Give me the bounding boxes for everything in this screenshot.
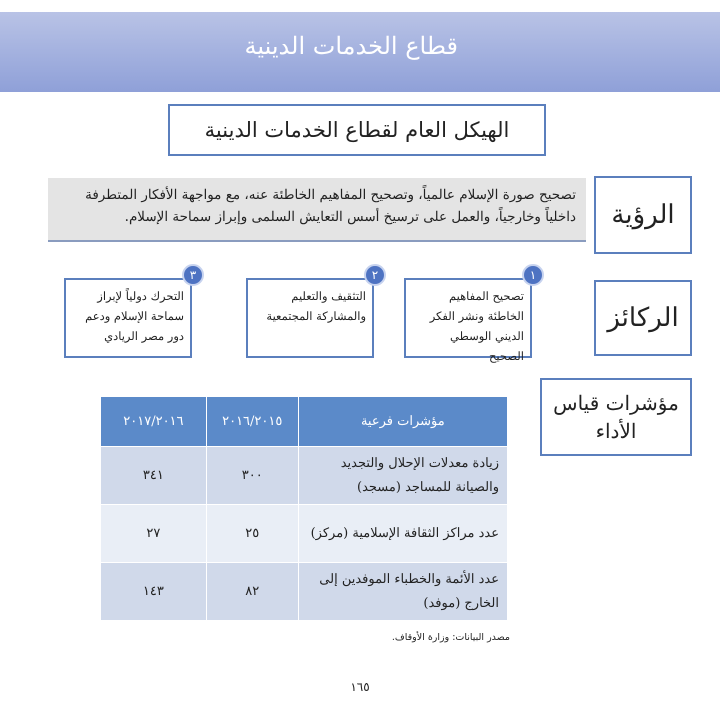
table-header-row (101, 397, 508, 447)
indicators-table (100, 396, 508, 621)
indicator-description: عدد الأئمة والخطباء الموفدين إلى الخارج (موفد) (298, 563, 507, 621)
pillar-text: التثقيف والتعليم والمشاركة المجتمعية (266, 289, 366, 323)
indicator-value-y2: ٣٤١ (101, 447, 207, 505)
indicators-label: مؤشرات قياس الأداء (540, 378, 692, 456)
pillar-text: تصحيح المفاهيم الخاطئة ونشر الفكر الديني الوسطي الصحيح (429, 289, 524, 363)
section-subtitle: الهيكل العام لقطاع الخدمات الدينية (168, 104, 546, 156)
pillar-number-badge: ٢ (364, 264, 386, 286)
pillar-card-1 (404, 268, 537, 363)
page-number: ١٦٥ (350, 680, 370, 694)
indicator-description: عدد مراكز الثقافة الإسلامية (مركز) (298, 505, 507, 563)
pillar-number-badge: ٣ (182, 264, 204, 286)
indicator-value-y2: ٢٧ (101, 505, 207, 563)
vision-text: تصحيح صورة الإسلام عالمياً، وتصحيح المفاهيم الخاطئة عنه، مع مواجهة الأفكار المتطرفة داخلياً وخارجياً، والعمل على ترسيخ أسس التعايش السلمى وإبراز سماحة الإسلام. (48, 178, 586, 242)
vision-label: الرؤية (594, 176, 692, 254)
header-year-2015-2016: ٢٠١٦/٢٠١٥ (206, 397, 298, 447)
indicator-description: زيادة معدلات الإحلال والتجديد والصيانة للمساجد (مسجد) (298, 447, 507, 505)
pillar-card-3 (64, 268, 197, 358)
table-row (101, 563, 508, 621)
indicator-value-y1: ٣٠٠ (206, 447, 298, 505)
indicator-value-y1: ٨٢ (206, 563, 298, 621)
pillars-label: الركائز (594, 280, 692, 356)
data-source-note: مصدر البيانات: وزارة الأوقاف. (391, 632, 510, 643)
header-sub-indicators: مؤشرات فرعية (298, 397, 507, 447)
pillar-number-badge: ١ (522, 264, 544, 286)
pillar-card-2 (246, 268, 379, 358)
indicator-value-y2: ١٤٣ (101, 563, 207, 621)
page-title: قطاع الخدمات الدينية (244, 32, 458, 60)
header-year-2016-2017: ٢٠١٧/٢٠١٦ (101, 397, 207, 447)
pillar-text: التحرك دولياً لإبراز سماحة الإسلام ودعم دور مصر الريادي (85, 289, 184, 343)
table-row (101, 505, 508, 563)
header-band (0, 12, 720, 92)
indicator-value-y1: ٢٥ (206, 505, 298, 563)
table-row (101, 447, 508, 505)
